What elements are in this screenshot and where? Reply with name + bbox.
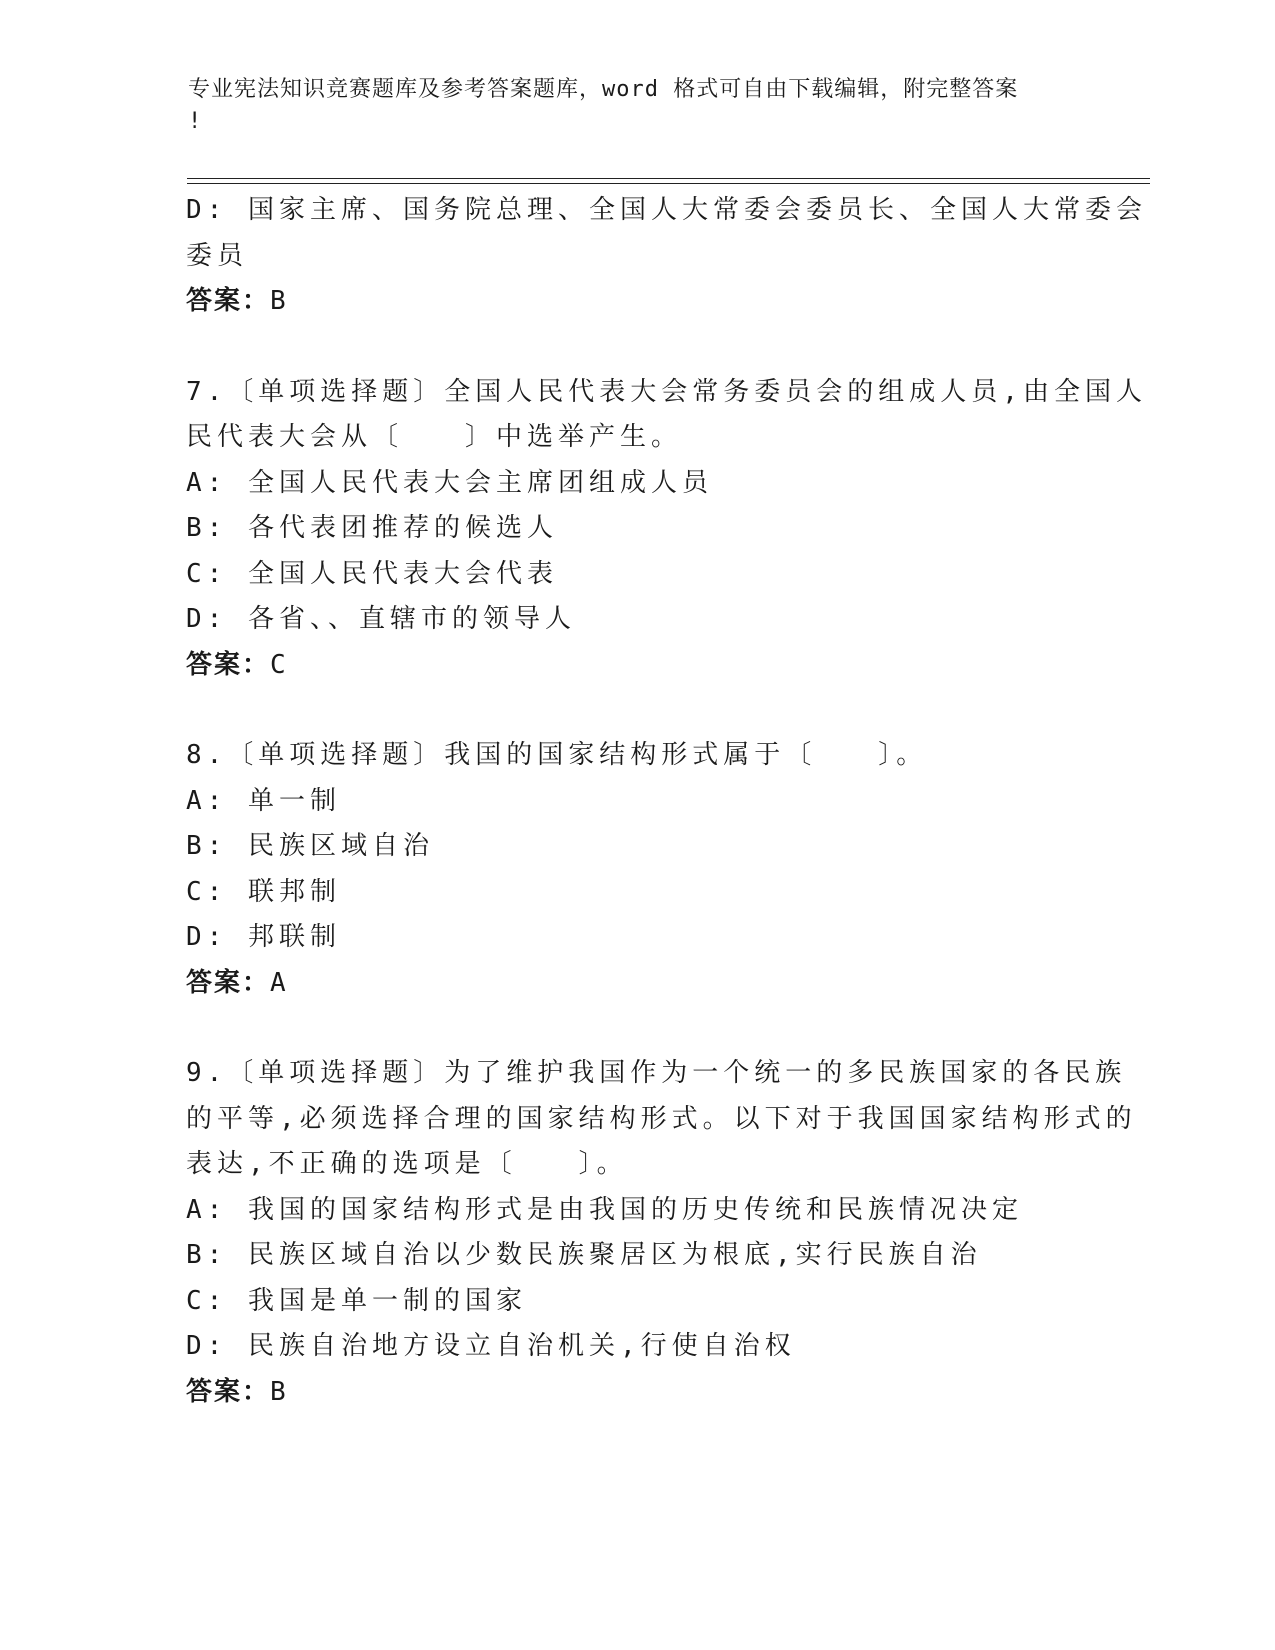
question-stem-line: 民代表大会从〔 〕中选举产生。 <box>186 422 682 452</box>
option-d: D: 邦联制 <box>186 922 341 952</box>
question-stem-line: 8.〔单项选择题〕我国的国家结构形式属于〔 〕。 <box>186 740 928 770</box>
answer-label: 答案： <box>186 649 271 680</box>
option-a: A: 单一制 <box>186 785 341 816</box>
option-a: A: 全国人民代表大会主席团组成人员 <box>186 467 713 498</box>
answer-value: C <box>270 649 288 680</box>
option-d: D: 各省、、直辖市的领导人 <box>186 604 576 634</box>
option-c: C: 我国是单一制的国家 <box>186 1285 527 1316</box>
answer-line <box>186 643 1086 689</box>
header-line-1: 专业宪法知识竞赛题库及参考答案题库，word 格式可自由下载编辑，附完整答案 <box>188 77 1019 102</box>
question-stem-line: 9.〔单项选择题〕为了维护我国作为一个统一的多民族国家的各民族 <box>186 1058 1127 1088</box>
option-d-line-1: D: 国家主席、国务院总理、全国人大常委会委员长、全国人大常委会 <box>186 195 1147 225</box>
option-b: B: 民族区域自治 <box>186 831 434 861</box>
document-header <box>188 74 1068 138</box>
header-divider-top <box>187 178 1150 179</box>
option-c: C: 联邦制 <box>186 876 341 907</box>
answer-label: 答案： <box>186 1376 271 1407</box>
option-b: B: 各代表团推荐的候选人 <box>186 513 558 543</box>
option-d: D: 民族自治地方设立自治机关,行使自治权 <box>186 1331 796 1361</box>
header-divider-bottom <box>187 183 1150 184</box>
option-b: B: 民族区域自治以少数民族聚居区为根底,实行民族自治 <box>186 1240 982 1270</box>
question-stem-line: 的平等,必须选择合理的国家结构形式。以下对于我国国家结构形式的 <box>186 1103 1137 1134</box>
question-stem-line: 7.〔单项选择题〕全国人民代表大会常务委员会的组成人员,由全国人 <box>186 376 1147 407</box>
question-stem-line: 表达,不正确的选项是〔 〕。 <box>186 1149 628 1179</box>
option-a: A: 我国的国家结构形式是由我国的历史传统和民族情况决定 <box>186 1194 1023 1225</box>
answer-label: 答案： <box>186 286 271 316</box>
option-d-line-2: 委员 <box>186 240 249 271</box>
question-list <box>186 188 1147 1415</box>
answer-value: B <box>270 286 288 316</box>
previous-question-tail <box>186 188 1147 325</box>
answer-label: 答案： <box>186 967 271 998</box>
answer-line <box>186 1370 1086 1416</box>
question-7 <box>186 370 1147 689</box>
header-line-2: ! <box>188 109 203 134</box>
option-c: C: 全国人民代表大会代表 <box>186 558 558 589</box>
answer-value: A <box>270 967 288 998</box>
answer-line <box>186 961 1086 1007</box>
question-8 <box>186 733 1086 1006</box>
question-9 <box>186 1051 1137 1415</box>
answer-value: B <box>270 1376 288 1407</box>
answer-line <box>186 279 1086 325</box>
